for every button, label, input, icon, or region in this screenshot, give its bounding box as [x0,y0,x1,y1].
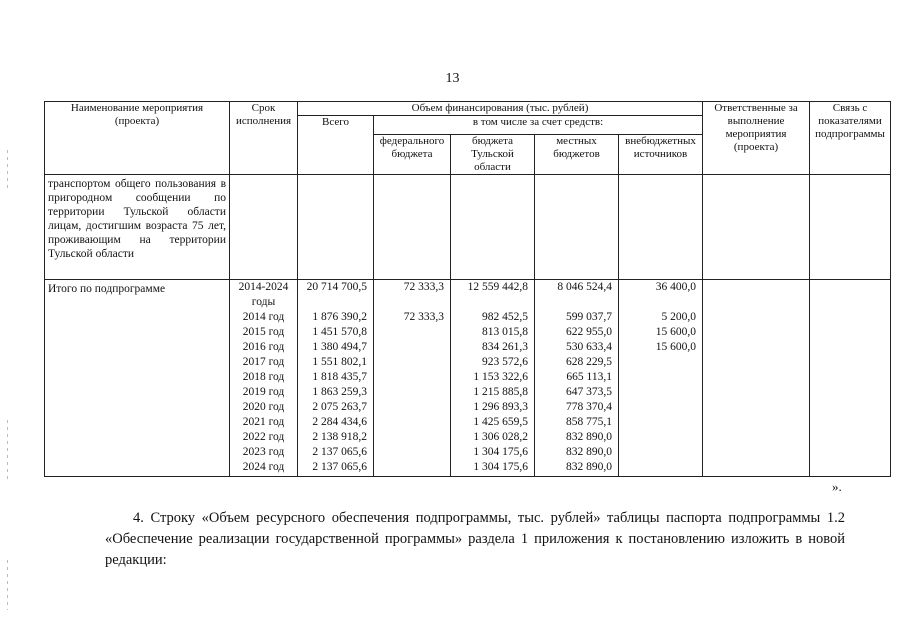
year-offbudget-value [622,460,696,475]
header-local: местных бюджетов [535,135,619,175]
year-offbudget-value [622,430,696,445]
year-total-value: 2 138 918,2 [312,431,367,443]
margin-mark [7,420,8,480]
year-local-value: 599 037,7 [566,311,612,323]
year-federal-value [377,385,444,400]
period-local: 8 046 524,4 [557,281,612,293]
year-federal-value [377,430,444,445]
year-total-value: 1 380 494,7 [312,341,367,353]
total-label: Итого по подпрограмме [45,280,230,477]
year-offbudget-value: 15 600,0 [655,341,697,353]
year-federal-value [377,370,444,385]
year-local-value: 530 633,4 [566,341,612,353]
year-federal-value: 72 333,3 [403,311,444,323]
year-regional-value: 1 215 885,8 [473,386,528,398]
total-column [298,280,374,477]
year-regional-value: 834 261,3 [482,341,528,353]
year-total-value: 1 876 390,2 [312,311,367,323]
year-total-value: 1 818 435,7 [312,371,367,383]
carry-row-text: транспортом общего пользования в пригородном сообщении по территории Тульской области лицам, достигшим возраста 75 лет, проживающим на территории Тульской области [45,175,230,280]
year-total-value: 2 075 263,7 [312,401,367,413]
table-row-total [45,280,891,477]
margin-mark [7,150,8,190]
year-federal-value [377,340,444,355]
year-federal-value [377,415,444,430]
header-link: Связь с показателями подпрограммы [810,102,891,175]
period-offbudget: 36 400,0 [655,281,697,293]
header-responsible: Ответственные за выполнение мероприятия (проекта) [703,102,810,175]
empty-cell [451,175,535,280]
period-regional: 12 559 442,8 [467,281,528,293]
funding-table [44,101,891,477]
amendment-paragraph [105,508,845,571]
year-regional-value: 1 425 659,5 [473,416,528,428]
year-term-value: 2024 год [242,461,285,473]
year-regional-value: 1 304 175,6 [473,461,528,473]
year-term-value: 2016 год [242,341,285,353]
year-total-value: 1 863 259,3 [312,386,367,398]
period-total: 20 714 700,5 [306,281,367,293]
year-federal-value [377,400,444,415]
year-total-value: 1 451 570,8 [312,326,367,338]
year-local-value: 665 113,1 [566,371,612,383]
regional-column [451,280,535,477]
year-regional-value: 1 296 893,3 [473,401,528,413]
year-federal-value [377,445,444,460]
local-column [535,280,619,477]
year-term-value: 2019 год [242,386,285,398]
header-term: Срок исполнения [230,102,298,175]
empty-cell [535,175,619,280]
page-number: 13 [445,71,460,86]
empty-cell [703,175,810,280]
year-regional-value: 813 015,8 [482,326,528,338]
empty-cell [619,175,703,280]
header-total: Всего [298,116,374,175]
federal-column [374,280,451,477]
year-offbudget-value [622,355,696,370]
year-term-value: 2017 год [242,356,285,368]
year-regional-value: 1 306 028,2 [473,431,528,443]
year-local-value: 832 890,0 [566,431,612,443]
period-term: 2014-2024 годы [238,281,289,308]
year-offbudget-value [622,415,696,430]
year-offbudget-value [622,400,696,415]
year-term-value: 2018 год [242,371,285,383]
year-term-value: 2022 год [242,431,285,443]
header-federal: федерального бюджета [374,135,451,175]
header-offbudget: внебюджетных источников [619,135,703,175]
year-local-value: 858 775,1 [566,416,612,428]
year-local-value: 622 955,0 [566,326,612,338]
empty-cell [810,280,891,477]
year-total-value: 2 284 434,6 [312,416,367,428]
offbudget-column [619,280,703,477]
header-regional: бюджета Тульской области [451,135,535,175]
empty-cell [703,280,810,477]
term-column [230,280,298,477]
margin-mark [7,560,8,610]
year-local-value: 778 370,4 [566,401,612,413]
funding-table-container [44,101,890,477]
closing-quote-mark: ». [832,479,842,494]
year-local-value: 628 229,5 [566,356,612,368]
year-term-value: 2023 год [242,446,285,458]
year-offbudget-value: 5 200,0 [661,311,697,323]
empty-cell [374,175,451,280]
table-row [45,175,891,280]
year-total-value: 2 137 065,6 [312,446,367,458]
year-regional-value: 1 304 175,6 [473,446,528,458]
header-name: Наименование мероприятия (проекта) [45,102,230,175]
year-federal-value [377,325,444,340]
year-offbudget-value [622,385,696,400]
empty-cell [810,175,891,280]
year-total-value: 2 137 065,6 [312,461,367,473]
period-federal: 72 333,3 [403,281,444,293]
year-term-value: 2020 год [242,401,285,413]
year-local-value: 832 890,0 [566,446,612,458]
year-offbudget-value [622,445,696,460]
empty-cell [298,175,374,280]
year-local-value: 647 373,5 [566,386,612,398]
year-total-value: 1 551 802,1 [312,356,367,368]
year-term-value: 2014 год [242,311,285,323]
empty-cell [230,175,298,280]
year-regional-value: 1 153 322,6 [473,371,528,383]
paragraph-text: 4. Строку «Объем ресурсного обеспечения подпрограммы, тыс. рублей» таблицы паспорта подпрограммы 1.2 «Обеспечение реализации государственной программы» раздела 1 приложения к постановлению изложить в новой редакции: [105,510,845,568]
year-federal-value [377,460,444,475]
year-regional-value: 923 572,6 [482,356,528,368]
year-regional-value: 982 452,5 [482,311,528,323]
header-funding: Объем финансирования (тыс. рублей) [298,102,703,116]
year-offbudget-value: 15 600,0 [655,326,697,338]
year-term-value: 2015 год [242,326,285,338]
header-incl: в том числе за счет средств: [374,116,703,135]
year-term-value: 2021 год [242,416,285,428]
year-local-value: 832 890,0 [566,461,612,473]
year-offbudget-value [622,370,696,385]
year-federal-value [377,355,444,370]
